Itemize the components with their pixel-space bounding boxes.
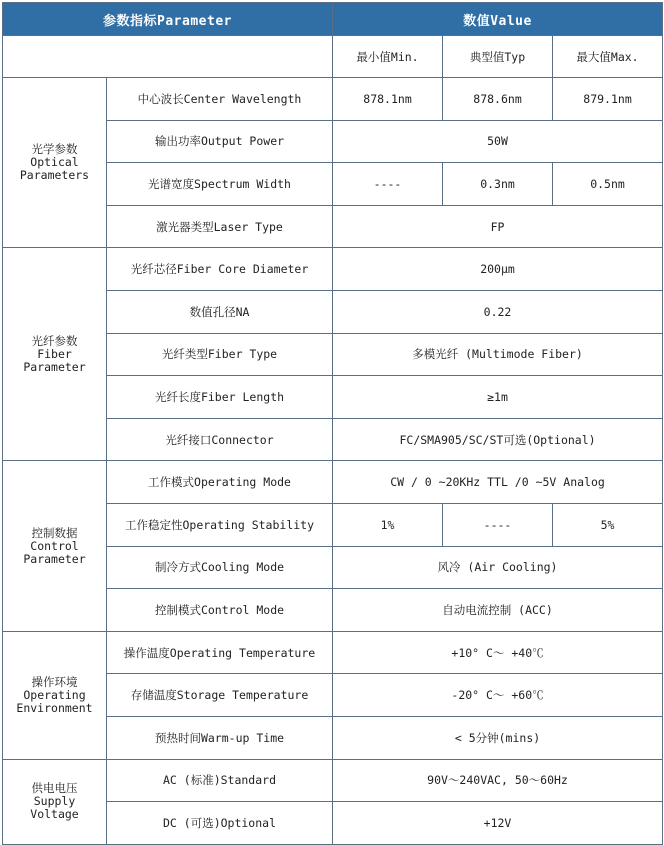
param-name: DC (可选)Optional: [107, 802, 333, 845]
param-name: 操作温度Operating Temperature: [107, 631, 333, 674]
param-value: 多模光纤 (Multimode Fiber): [333, 333, 663, 376]
param-name: 光纤长度Fiber Length: [107, 376, 333, 419]
param-value: FP: [333, 205, 663, 248]
value-max: 5%: [553, 503, 663, 546]
param-value: 90V～240VAC, 50～60Hz: [333, 759, 663, 802]
subheader-max: 最大值Max.: [553, 36, 663, 78]
value-min: 1%: [333, 503, 443, 546]
value-max: 0.5nm: [553, 163, 663, 206]
param-name: 光纤接口Connector: [107, 418, 333, 461]
param-name: 工作稳定性Operating Stability: [107, 503, 333, 546]
param-name: 预热时间Warm-up Time: [107, 716, 333, 759]
category-control: 控制数据 Control Parameter: [3, 461, 107, 631]
value-typ: 878.6nm: [443, 78, 553, 121]
param-name: 中心波长Center Wavelength: [107, 78, 333, 121]
param-value: +10° C～ +40℃: [333, 631, 663, 674]
param-name: 光谱宽度Spectrum Width: [107, 163, 333, 206]
param-name: 制冷方式Cooling Mode: [107, 546, 333, 589]
param-name: 数值孔径NA: [107, 290, 333, 333]
header-parameter: 参数指标Parameter: [3, 3, 333, 36]
param-value: 风冷 (Air Cooling): [333, 546, 663, 589]
param-name: 光纤芯径Fiber Core Diameter: [107, 248, 333, 291]
param-name: 工作模式Operating Mode: [107, 461, 333, 504]
param-value: < 5分钟(mins): [333, 716, 663, 759]
value-min: ----: [333, 163, 443, 206]
subheader-blank: [3, 36, 333, 78]
param-value: 50W: [333, 120, 663, 163]
category-fiber: 光纤参数 Fiber Parameter: [3, 248, 107, 461]
param-value: 自动电流控制 (ACC): [333, 589, 663, 632]
table-row: [3, 759, 663, 802]
table-row: [3, 631, 663, 674]
subheader-row: [3, 36, 663, 78]
category-supply: 供电电压 Supply Voltage: [3, 759, 107, 844]
value-typ: ----: [443, 503, 553, 546]
param-value: ≥1m: [333, 376, 663, 419]
param-value: 0.22: [333, 290, 663, 333]
table-row: [3, 78, 663, 121]
category-environment: 操作环境 Operating Environment: [3, 631, 107, 759]
category-optical: 光学参数 Optical Parameters: [3, 78, 107, 248]
param-name: 激光器类型Laser Type: [107, 205, 333, 248]
table-row: [3, 248, 663, 291]
spec-table: [2, 2, 663, 845]
header-value: 数值Value: [333, 3, 663, 36]
param-value: FC/SMA905/SC/ST可选(Optional): [333, 418, 663, 461]
param-value: 200μm: [333, 248, 663, 291]
param-name: 控制模式Control Mode: [107, 589, 333, 632]
subheader-typ: 典型值Typ: [443, 36, 553, 78]
value-min: 878.1nm: [333, 78, 443, 121]
table-row: [3, 461, 663, 504]
param-name: 存储温度Storage Temperature: [107, 674, 333, 717]
param-value: CW / 0 ~20KHz TTL /0 ~5V Analog: [333, 461, 663, 504]
value-typ: 0.3nm: [443, 163, 553, 206]
value-max: 879.1nm: [553, 78, 663, 121]
param-name: 输出功率Output Power: [107, 120, 333, 163]
param-value: +12V: [333, 802, 663, 845]
param-name: 光纤类型Fiber Type: [107, 333, 333, 376]
param-value: -20° C～ +60℃: [333, 674, 663, 717]
header-row: [3, 3, 663, 36]
subheader-min: 最小值Min.: [333, 36, 443, 78]
param-name: AC (标准)Standard: [107, 759, 333, 802]
